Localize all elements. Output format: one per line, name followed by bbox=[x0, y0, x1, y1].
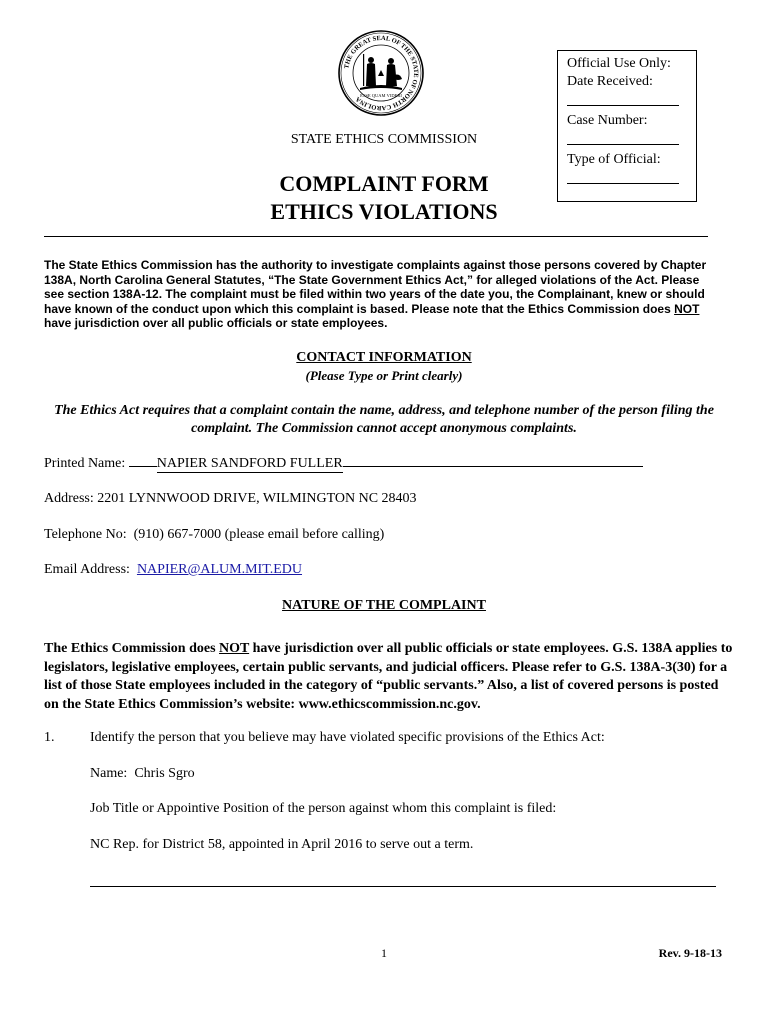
printed-name-label: Printed Name: bbox=[44, 456, 126, 471]
email-link[interactable]: NAPIER@ALUM.MIT.EDU bbox=[136, 562, 303, 577]
respondent-name-field[interactable]: Chris Sgro bbox=[134, 766, 195, 781]
intro-text: The State Ethics Commission has the authority to investigate complaints against those persons covered by Chapter 138A, North Carolina General Statutes, “The State Government Ethics Act,” for alleged violations of the Act. Please see section 138A-12. The complaint must be filed within two years of the date you, the Complainant, knew or should have known of the conduct upon which this complaint is based. Please note that the Ethics Commission does bbox=[44, 258, 707, 316]
seal-motto: ESSE QUAM VIDERI bbox=[360, 93, 402, 98]
email-row bbox=[44, 562, 302, 578]
agency-name: STATE ETHICS COMMISSION bbox=[290, 132, 478, 147]
seal-outer-text: THE GREAT SEAL OF THE STATE OF NORTH CAROLINA bbox=[343, 34, 420, 112]
item-number: 1. bbox=[44, 730, 55, 745]
type-of-official-label: Type of Official: bbox=[567, 152, 661, 167]
printed-name-trail-line bbox=[343, 466, 643, 467]
form-title: COMPLAINT FORM bbox=[279, 171, 489, 196]
revision-label: Rev. 9-18-13 bbox=[658, 946, 722, 960]
official-use-heading: Official Use Only: bbox=[567, 56, 671, 71]
answer-line[interactable] bbox=[90, 886, 716, 887]
form-subtitle: ETHICS VIOLATIONS bbox=[270, 199, 498, 224]
state-seal bbox=[338, 30, 424, 116]
telephone-row bbox=[44, 527, 384, 543]
date-received-field[interactable] bbox=[567, 91, 679, 106]
printed-name-field[interactable]: NAPIER SANDFORD FULLER bbox=[156, 456, 343, 471]
address-label: Address: bbox=[44, 491, 94, 506]
official-use-box bbox=[557, 50, 697, 202]
intro-paragraph bbox=[44, 258, 714, 331]
contact-subheading: (Please Type or Print clearly) bbox=[305, 368, 463, 383]
jurisdiction-text: The Ethics Commission does bbox=[44, 641, 220, 656]
address-field[interactable]: 2201 LYNNWOOD DRIVE, WILMINGTON NC 28403 bbox=[97, 491, 417, 506]
type-of-official-field[interactable] bbox=[567, 169, 679, 184]
intro-emphasis: NOT bbox=[674, 301, 700, 316]
page-number: 1 bbox=[381, 946, 387, 960]
job-title-prompt: Job Title or Appointive Position of the person against whom this complaint is filed: bbox=[90, 801, 557, 816]
jurisdiction-text-end: have jurisdiction over all public officials or state employees. G.S. 138A applies to legislators, legislative employees, certain public servants, and judicial officers. Please refer to G.S. 138A-3(30) for a list of those State employees included in the category of “public servants.” Also, a list of covered persons is posted on the State Ethics Commission’s website: www.ethicscommission.nc.gov. bbox=[44, 641, 733, 712]
address-row bbox=[44, 491, 417, 507]
nature-heading: NATURE OF THE COMPLAINT bbox=[282, 598, 486, 613]
jurisdiction-emphasis: NOT bbox=[219, 641, 250, 656]
header-divider bbox=[44, 236, 708, 237]
printed-name-row bbox=[44, 456, 643, 473]
anonymity-notice: The Ethics Act requires that a complaint contain the name, address, and telephone number of the person filing the complaint. The Commission cannot accept anonymous complaints. bbox=[54, 403, 714, 436]
item-prompt: Identify the person that you believe may have violated specific provisions of the Ethics Act: bbox=[90, 730, 605, 745]
telephone-label: Telephone No: bbox=[44, 527, 127, 542]
respondent-name-row bbox=[90, 766, 195, 782]
jurisdiction-paragraph bbox=[44, 640, 734, 714]
email-label: Email Address: bbox=[44, 562, 130, 577]
case-number-field[interactable] bbox=[567, 130, 679, 145]
case-number-label: Case Number: bbox=[567, 113, 648, 128]
job-title-field[interactable]: NC Rep. for District 58, appointed in April 2016 to serve out a term. bbox=[90, 837, 474, 852]
respondent-name-label: Name: bbox=[90, 766, 128, 781]
date-received-label: Date Received: bbox=[567, 74, 653, 89]
contact-heading: CONTACT INFORMATION bbox=[296, 350, 472, 365]
printed-name-lead-line bbox=[129, 466, 157, 467]
telephone-field[interactable]: (910) 667-7000 (please email before calling) bbox=[133, 527, 385, 542]
intro-text-end: have jurisdiction over all public officials or state employees. bbox=[44, 316, 388, 331]
seal-figures-icon bbox=[360, 54, 402, 90]
